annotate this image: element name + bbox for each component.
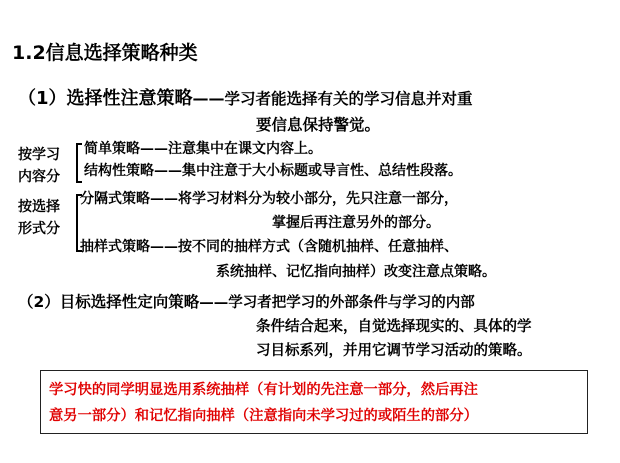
group2-item-separated-line2: 掌握后再注意另外的部分。	[272, 215, 440, 231]
group2-label-line1: 按选择	[18, 199, 60, 215]
note-box	[40, 370, 588, 434]
section1-label: （1）选择性注意策略	[18, 88, 193, 109]
group2-item-sampling	[80, 236, 458, 258]
group2-label	[18, 196, 60, 240]
group2-item-sampling-line2: 系统抽样、记忆指向抽样）改变注意点策略。	[216, 264, 496, 280]
group2-brace	[76, 194, 78, 252]
section1-heading	[18, 84, 473, 110]
note-line1: 学习快的同学明显选用系统抽样（有计划的先注意一部分，然后再注	[49, 382, 478, 398]
group1-brace	[76, 143, 78, 183]
group2-item-separated	[80, 188, 458, 210]
section2-line2: 条件结合起来，自觉选择现实的、具体的学	[256, 318, 532, 335]
item-text: ——按不同的抽样方式（含随机抽样、任意抽样、	[150, 239, 458, 255]
group1-item-structural	[84, 160, 462, 182]
item-name: 结构性策略	[84, 163, 154, 179]
group1-label-line2: 内容分	[18, 169, 60, 185]
section1-desc-line1: 学习者能选择有关的学习信息并对重	[224, 89, 473, 108]
page-title: 1.2信息选择策略种类	[12, 42, 198, 64]
group1-label	[18, 144, 60, 188]
section2-label: （2）目标选择性定向策略	[18, 293, 200, 311]
group1-label-line1: 按学习	[18, 147, 60, 163]
item-name: 分隔式策略	[80, 191, 150, 207]
section1-desc-line2: 要信息保持警觉。	[256, 115, 381, 134]
section1-dash: ——	[192, 89, 225, 108]
item-text: ——注意集中在课文内容上。	[140, 141, 322, 157]
group2-label-line2: 形式分	[18, 221, 60, 237]
note-line2: 意另一部分）和记忆指向抽样（注意指向未学习过的或陌生的部分）	[49, 408, 478, 424]
section2-line3: 习目标系列，并用它调节学习活动的策略。	[256, 342, 532, 359]
item-text: ——将学习材料分为较小部分，先只注意一部分，	[150, 191, 458, 207]
section2-line1: ——学习者把学习的外部条件与学习的内部	[199, 294, 475, 311]
item-name: 抽样式策略	[80, 239, 150, 255]
section2-heading	[18, 290, 475, 312]
group1-item-simple	[84, 138, 462, 160]
item-text: ——集中注意于大小标题或导言性、总结性段落。	[154, 163, 462, 179]
item-name: 简单策略	[84, 141, 140, 157]
group1-items	[84, 138, 462, 182]
